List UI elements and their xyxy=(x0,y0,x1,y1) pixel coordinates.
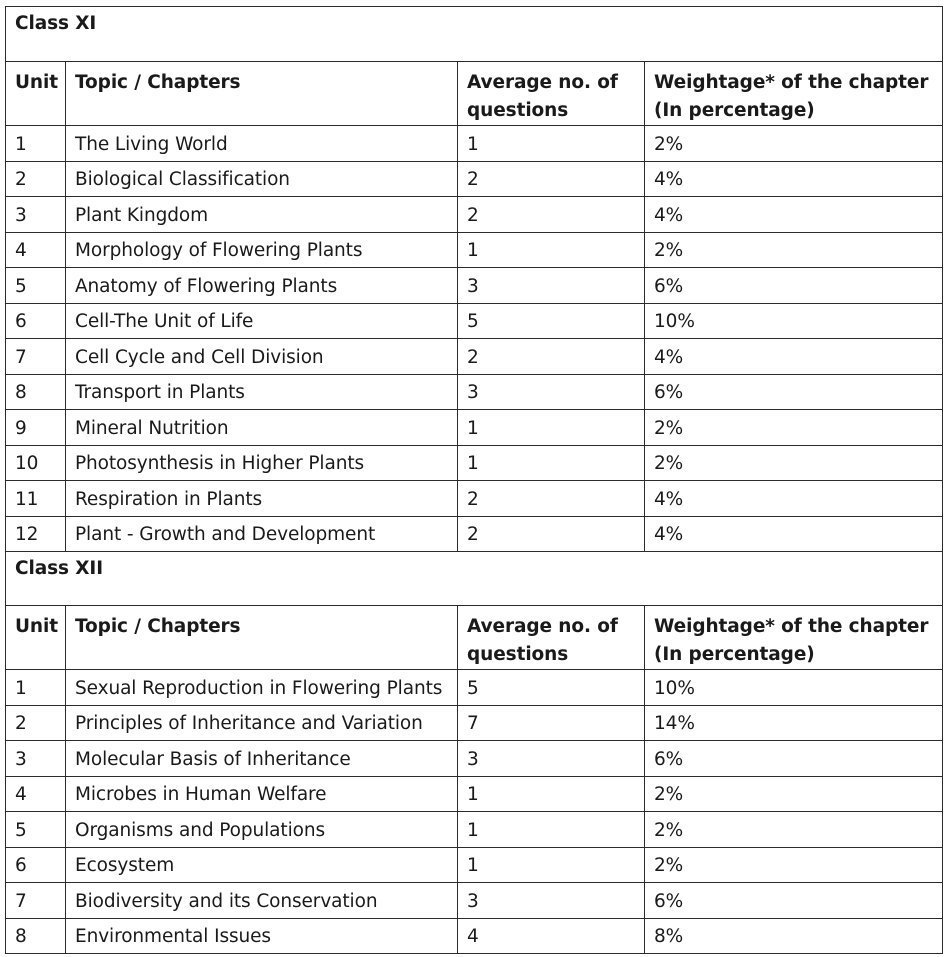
header-row xyxy=(6,605,942,669)
topic-cell: Molecular Basis of Inheritance xyxy=(65,741,457,776)
weightage-cell: 4% xyxy=(644,339,942,374)
topic-cell: Sexual Reproduction in Flowering Plants xyxy=(65,670,457,705)
weightage-table xyxy=(5,6,943,954)
class-xii-body xyxy=(6,669,942,953)
topic-cell: Cell-The Unit of Life xyxy=(65,304,457,339)
table-row xyxy=(6,918,942,954)
topic-cell: Respiration in Plants xyxy=(65,481,457,516)
unit-cell: 3 xyxy=(15,748,27,770)
weightage-cell: 10% xyxy=(644,670,942,705)
weightage-cell: 14% xyxy=(644,706,942,741)
avg-questions-cell: 3 xyxy=(457,883,644,918)
header-unit: Unit xyxy=(15,72,58,93)
topic-cell: Microbes in Human Welfare xyxy=(65,777,457,812)
table-row xyxy=(6,882,942,918)
table-row xyxy=(6,740,942,776)
topic-cell: Anatomy of Flowering Plants xyxy=(65,268,457,303)
unit-cell: 2 xyxy=(15,169,27,191)
unit-cell: 7 xyxy=(15,346,27,368)
avg-questions-cell: 1 xyxy=(457,848,644,883)
unit-cell: 1 xyxy=(15,133,27,155)
avg-questions-cell: 5 xyxy=(457,670,644,705)
weightage-cell: 4% xyxy=(644,162,942,197)
weightage-cell: 4% xyxy=(644,517,942,552)
table-row xyxy=(6,338,942,374)
unit-cell: 7 xyxy=(15,890,27,912)
unit-cell: 8 xyxy=(15,926,27,948)
header-weightage: Weightage* of the chapter (In percentage) xyxy=(644,606,942,669)
table-row xyxy=(6,161,942,197)
weightage-cell: 4% xyxy=(644,197,942,232)
unit-cell: 2 xyxy=(15,713,27,735)
table-row xyxy=(6,480,942,516)
section-title: Class XI xyxy=(15,13,97,34)
unit-cell: 11 xyxy=(15,488,39,510)
avg-questions-cell: 1 xyxy=(457,777,644,812)
avg-questions-cell: 2 xyxy=(457,517,644,552)
unit-cell: 10 xyxy=(15,453,39,475)
weightage-cell: 6% xyxy=(644,268,942,303)
avg-questions-cell: 1 xyxy=(457,126,644,161)
section-title-row xyxy=(6,551,942,605)
topic-cell: The Living World xyxy=(65,126,457,161)
avg-questions-cell: 2 xyxy=(457,197,644,232)
weightage-cell: 8% xyxy=(644,919,942,954)
table-row xyxy=(6,847,942,883)
weightage-cell: 2% xyxy=(644,777,942,812)
avg-questions-cell: 4 xyxy=(457,919,644,954)
avg-questions-cell: 2 xyxy=(457,162,644,197)
unit-cell: 8 xyxy=(15,382,27,404)
topic-cell: Organisms and Populations xyxy=(65,812,457,847)
topic-cell: Ecosystem xyxy=(65,848,457,883)
header-unit: Unit xyxy=(15,616,58,637)
avg-questions-cell: 1 xyxy=(457,233,644,268)
unit-cell: 4 xyxy=(15,240,27,262)
header-topic: Topic / Chapters xyxy=(65,606,457,669)
topic-cell: Mineral Nutrition xyxy=(65,410,457,445)
topic-cell: Plant - Growth and Development xyxy=(65,517,457,552)
weightage-cell: 6% xyxy=(644,741,942,776)
header-row xyxy=(6,61,942,125)
topic-cell: Cell Cycle and Cell Division xyxy=(65,339,457,374)
weightage-cell: 2% xyxy=(644,848,942,883)
weightage-cell: 2% xyxy=(644,410,942,445)
table-row xyxy=(6,196,942,232)
table-row xyxy=(6,409,942,445)
table-row xyxy=(6,445,942,481)
unit-cell: 6 xyxy=(15,855,27,877)
topic-cell: Transport in Plants xyxy=(65,375,457,410)
weightage-cell: 2% xyxy=(644,126,942,161)
header-avg-questions: Average no. of questions xyxy=(457,62,644,125)
topic-cell: Photosynthesis in Higher Plants xyxy=(65,446,457,481)
unit-cell: 3 xyxy=(15,204,27,226)
weightage-cell: 2% xyxy=(644,812,942,847)
header-weightage: Weightage* of the chapter (In percentage) xyxy=(644,62,942,125)
unit-cell: 5 xyxy=(15,819,27,841)
avg-questions-cell: 3 xyxy=(457,741,644,776)
avg-questions-cell: 2 xyxy=(457,481,644,516)
table-row xyxy=(6,267,942,303)
avg-questions-cell: 7 xyxy=(457,706,644,741)
topic-cell: Principles of Inheritance and Variation xyxy=(65,706,457,741)
table-row xyxy=(6,374,942,410)
table-row xyxy=(6,811,942,847)
unit-cell: 12 xyxy=(15,524,39,546)
topic-cell: Biodiversity and its Conservation xyxy=(65,883,457,918)
table-row xyxy=(6,776,942,812)
table-row xyxy=(6,669,942,705)
header-topic: Topic / Chapters xyxy=(65,62,457,125)
topic-cell: Morphology of Flowering Plants xyxy=(65,233,457,268)
table-row xyxy=(6,125,942,161)
avg-questions-cell: 3 xyxy=(457,268,644,303)
weightage-cell: 10% xyxy=(644,304,942,339)
topic-cell: Plant Kingdom xyxy=(65,197,457,232)
header-avg-questions: Average no. of questions xyxy=(457,606,644,669)
topic-cell: Biological Classification xyxy=(65,162,457,197)
table-row xyxy=(6,516,942,552)
weightage-cell: 6% xyxy=(644,375,942,410)
section-title: Class XII xyxy=(15,558,103,579)
weightage-cell: 2% xyxy=(644,446,942,481)
weightage-cell: 4% xyxy=(644,481,942,516)
section-title-row xyxy=(6,7,942,61)
unit-cell: 5 xyxy=(15,275,27,297)
table-row xyxy=(6,303,942,339)
weightage-cell: 6% xyxy=(644,883,942,918)
avg-questions-cell: 1 xyxy=(457,410,644,445)
table-row xyxy=(6,705,942,741)
unit-cell: 6 xyxy=(15,311,27,333)
unit-cell: 9 xyxy=(15,417,27,439)
avg-questions-cell: 5 xyxy=(457,304,644,339)
avg-questions-cell: 1 xyxy=(457,812,644,847)
unit-cell: 4 xyxy=(15,784,27,806)
topic-cell: Environmental Issues xyxy=(65,919,457,954)
table-row xyxy=(6,232,942,268)
weightage-cell: 2% xyxy=(644,233,942,268)
avg-questions-cell: 2 xyxy=(457,339,644,374)
avg-questions-cell: 1 xyxy=(457,446,644,481)
avg-questions-cell: 3 xyxy=(457,375,644,410)
unit-cell: 1 xyxy=(15,677,27,699)
class-xi-body xyxy=(6,125,942,551)
